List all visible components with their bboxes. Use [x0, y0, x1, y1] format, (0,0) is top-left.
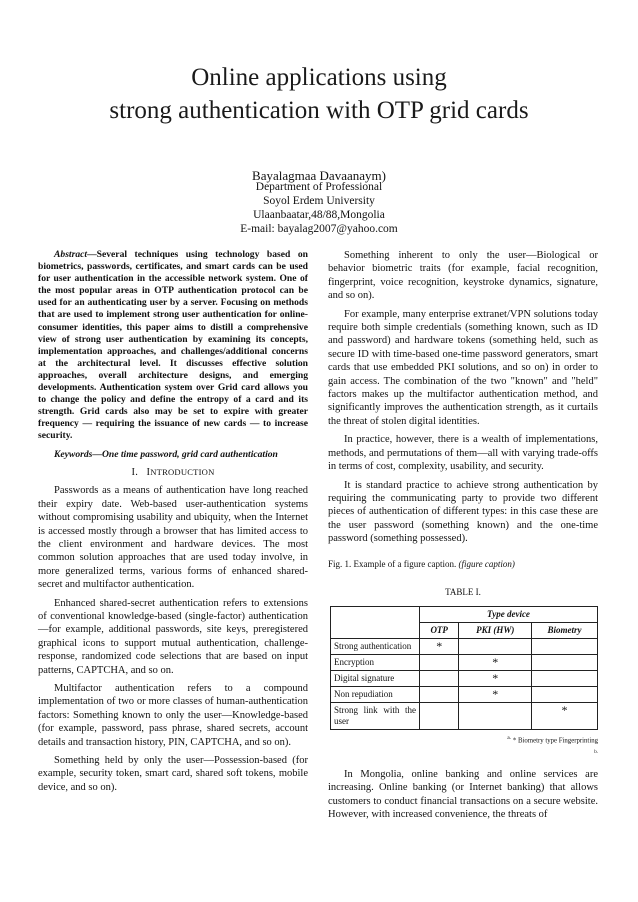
left-column	[38, 249, 308, 799]
paper-title-line2: strong authentication with OTP grid cards	[109, 97, 529, 124]
table-cell: *	[459, 687, 532, 703]
table-row	[331, 655, 598, 671]
table-row-label: Strong link with the user	[331, 703, 420, 730]
table-row	[331, 703, 598, 730]
table-note-text: * Biometry type Fingerprinting	[512, 737, 598, 745]
table-column-header: Biometry	[532, 623, 598, 639]
paper-title-line1: Online applications using	[191, 64, 447, 91]
figure-caption-label: Fig. 1. Example of a figure caption.	[328, 558, 457, 569]
section-title-rest: NTRODUCTION	[150, 466, 215, 477]
paragraph: Something inherent to only the user—Biological or behavior biometric traits (for example, facial recognition, fingerprint, voice recognition, keystroke dynamics, signature, and so on).	[328, 250, 598, 302]
author-department: Department of Professional	[255, 181, 383, 193]
table-cell	[459, 703, 532, 730]
paragraph: Multifactor authentication refers to a compound implementation of two or more classes of human-authentication factors: Something known to only the user—Knowledge-based (for example, password, pass phrase, shared secrets, account details and transaction history, PIN, CAPTCHA, and so on).	[38, 683, 308, 748]
table-cell	[459, 639, 532, 655]
section-first-letter: I	[146, 466, 151, 478]
author-email: E-mail: bayalag2007@yahoo.com	[240, 223, 398, 235]
table-corner-cell	[331, 607, 420, 639]
table-cell	[532, 671, 598, 687]
table-cell	[532, 687, 598, 703]
author-university: Soyol Erdem University	[263, 195, 375, 207]
paragraph: Enhanced shared-secret authentication refers to extensions of conventional knowledge-based (single-factor) authentication—for example, additional passwords, site keys, preregistered graphical icons to support mutual authentication, challenge-response, randomized code selections that are based on input patterns, CAPTCHA, and so on.	[38, 597, 308, 676]
table-row	[331, 671, 598, 687]
abstract	[38, 249, 308, 443]
comparison-table	[330, 606, 598, 730]
table-cell: *	[459, 671, 532, 687]
table-cell	[420, 703, 459, 730]
table-cell: *	[420, 639, 459, 655]
paragraph: It is standard practice to achieve strong authentication by requiring the communicating party to provide two different pieces of authentication of different types: in this case these are the user password (something known) and the one-time password (something possessed).	[328, 479, 598, 545]
author-address: Ulaanbaatar,48/88,Mongolia	[253, 209, 385, 221]
section-heading-introduction	[38, 466, 308, 479]
table-title: TABLE I.	[445, 586, 481, 597]
figure-caption	[328, 558, 598, 571]
table-cell	[420, 655, 459, 671]
table-note-b: b.	[594, 749, 598, 755]
table-row-label: Digital signature	[331, 671, 420, 687]
table-cell: *	[532, 703, 598, 730]
author-name: Bayalagmaa Davaanaym)	[252, 168, 386, 183]
table-group-header: Type device	[420, 607, 598, 623]
paragraph: In practice, however, there is a wealth of implementations, methods, and permutations of them—all with varying trade-offs in terms of cost, complexity, usability, and security.	[328, 434, 598, 473]
table-cell	[420, 687, 459, 703]
table-column-header: OTP	[420, 623, 459, 639]
paragraph: Something held by only the user—Possession-based (for example, security token, smart card, shared soft tokens, mobile device, and so on).	[38, 755, 308, 793]
figure-caption-italic: (figure caption)	[458, 558, 515, 569]
table-note	[328, 734, 598, 745]
paragraph: Passwords as a means of authentication have long reached their expiry date. Web-based user-authentication systems without compromising usability and ubiquity, when the Internet is accessed mostly through a browser that has limited access to the client environment and hardware devices. The most common solution approaches that are used today involve, in more generalized terms, various forms of enhanced shared-secret and multifactor authentication.	[38, 485, 308, 591]
table-cell	[420, 671, 459, 687]
keywords: Keywords—One time password, grid card authentication	[54, 448, 278, 460]
table-note-marker: a.	[507, 735, 512, 742]
abstract-text: —Several techniques using technology based on biometrics, passwords, certificates, and smart cards can be used for user authentication in the accessible network system. One of the most popular areas in OTP authentication protocol can be used for an authenticating user by a server. Focusing on methods that are used to implement strong user authentication for online-consumer identities, this paper aims to distill a comprehensive view of strong user authentication by examining its concepts, implementation approaches, and challenges/additional concerns at the architectural level. It discusses effective solution approaches, overall architecture designs, and emerging developments. Authentication system over Grid card allows you to change the policy and define the entropy of a card and its strength. Grid cards also may be set to expire with greater frequency — requiring the issuance of new cards — to increase security.	[38, 249, 308, 442]
table-row-label: Encryption	[331, 655, 420, 671]
paragraph: In Mongolia, online banking and online services are increasing. Online banking (or Internet banking) that allows customers to conduct financial transactions on a secure website. However, with increased convenience, the threats of	[328, 769, 598, 821]
table-row	[331, 687, 598, 703]
abstract-label: Abstract	[54, 249, 88, 260]
table-cell: *	[459, 655, 532, 671]
table-cell	[532, 639, 598, 655]
section-number: I.	[131, 466, 139, 478]
table-row-label: Strong authentication	[331, 639, 420, 655]
right-column	[328, 249, 598, 827]
table-cell	[532, 655, 598, 671]
table-column-header: PKI (HW)	[459, 623, 532, 639]
table-row-label: Non repudiation	[331, 687, 420, 703]
paragraph: For example, many enterprise extranet/VPN solutions today require both simple credentials (something known, such as ID and password) and hardware tokens (something held, such as secure ID with time-based one-time password generators, smart cards that use embedded PKI solutions, and so on) in order to gain access. The combination of the two "known" and "held" factors makes up the multifactor authentication method, and significantly improves the authentication strength, as it curtails the threat of stolen digital identities.	[328, 308, 598, 427]
table-row	[331, 639, 598, 655]
